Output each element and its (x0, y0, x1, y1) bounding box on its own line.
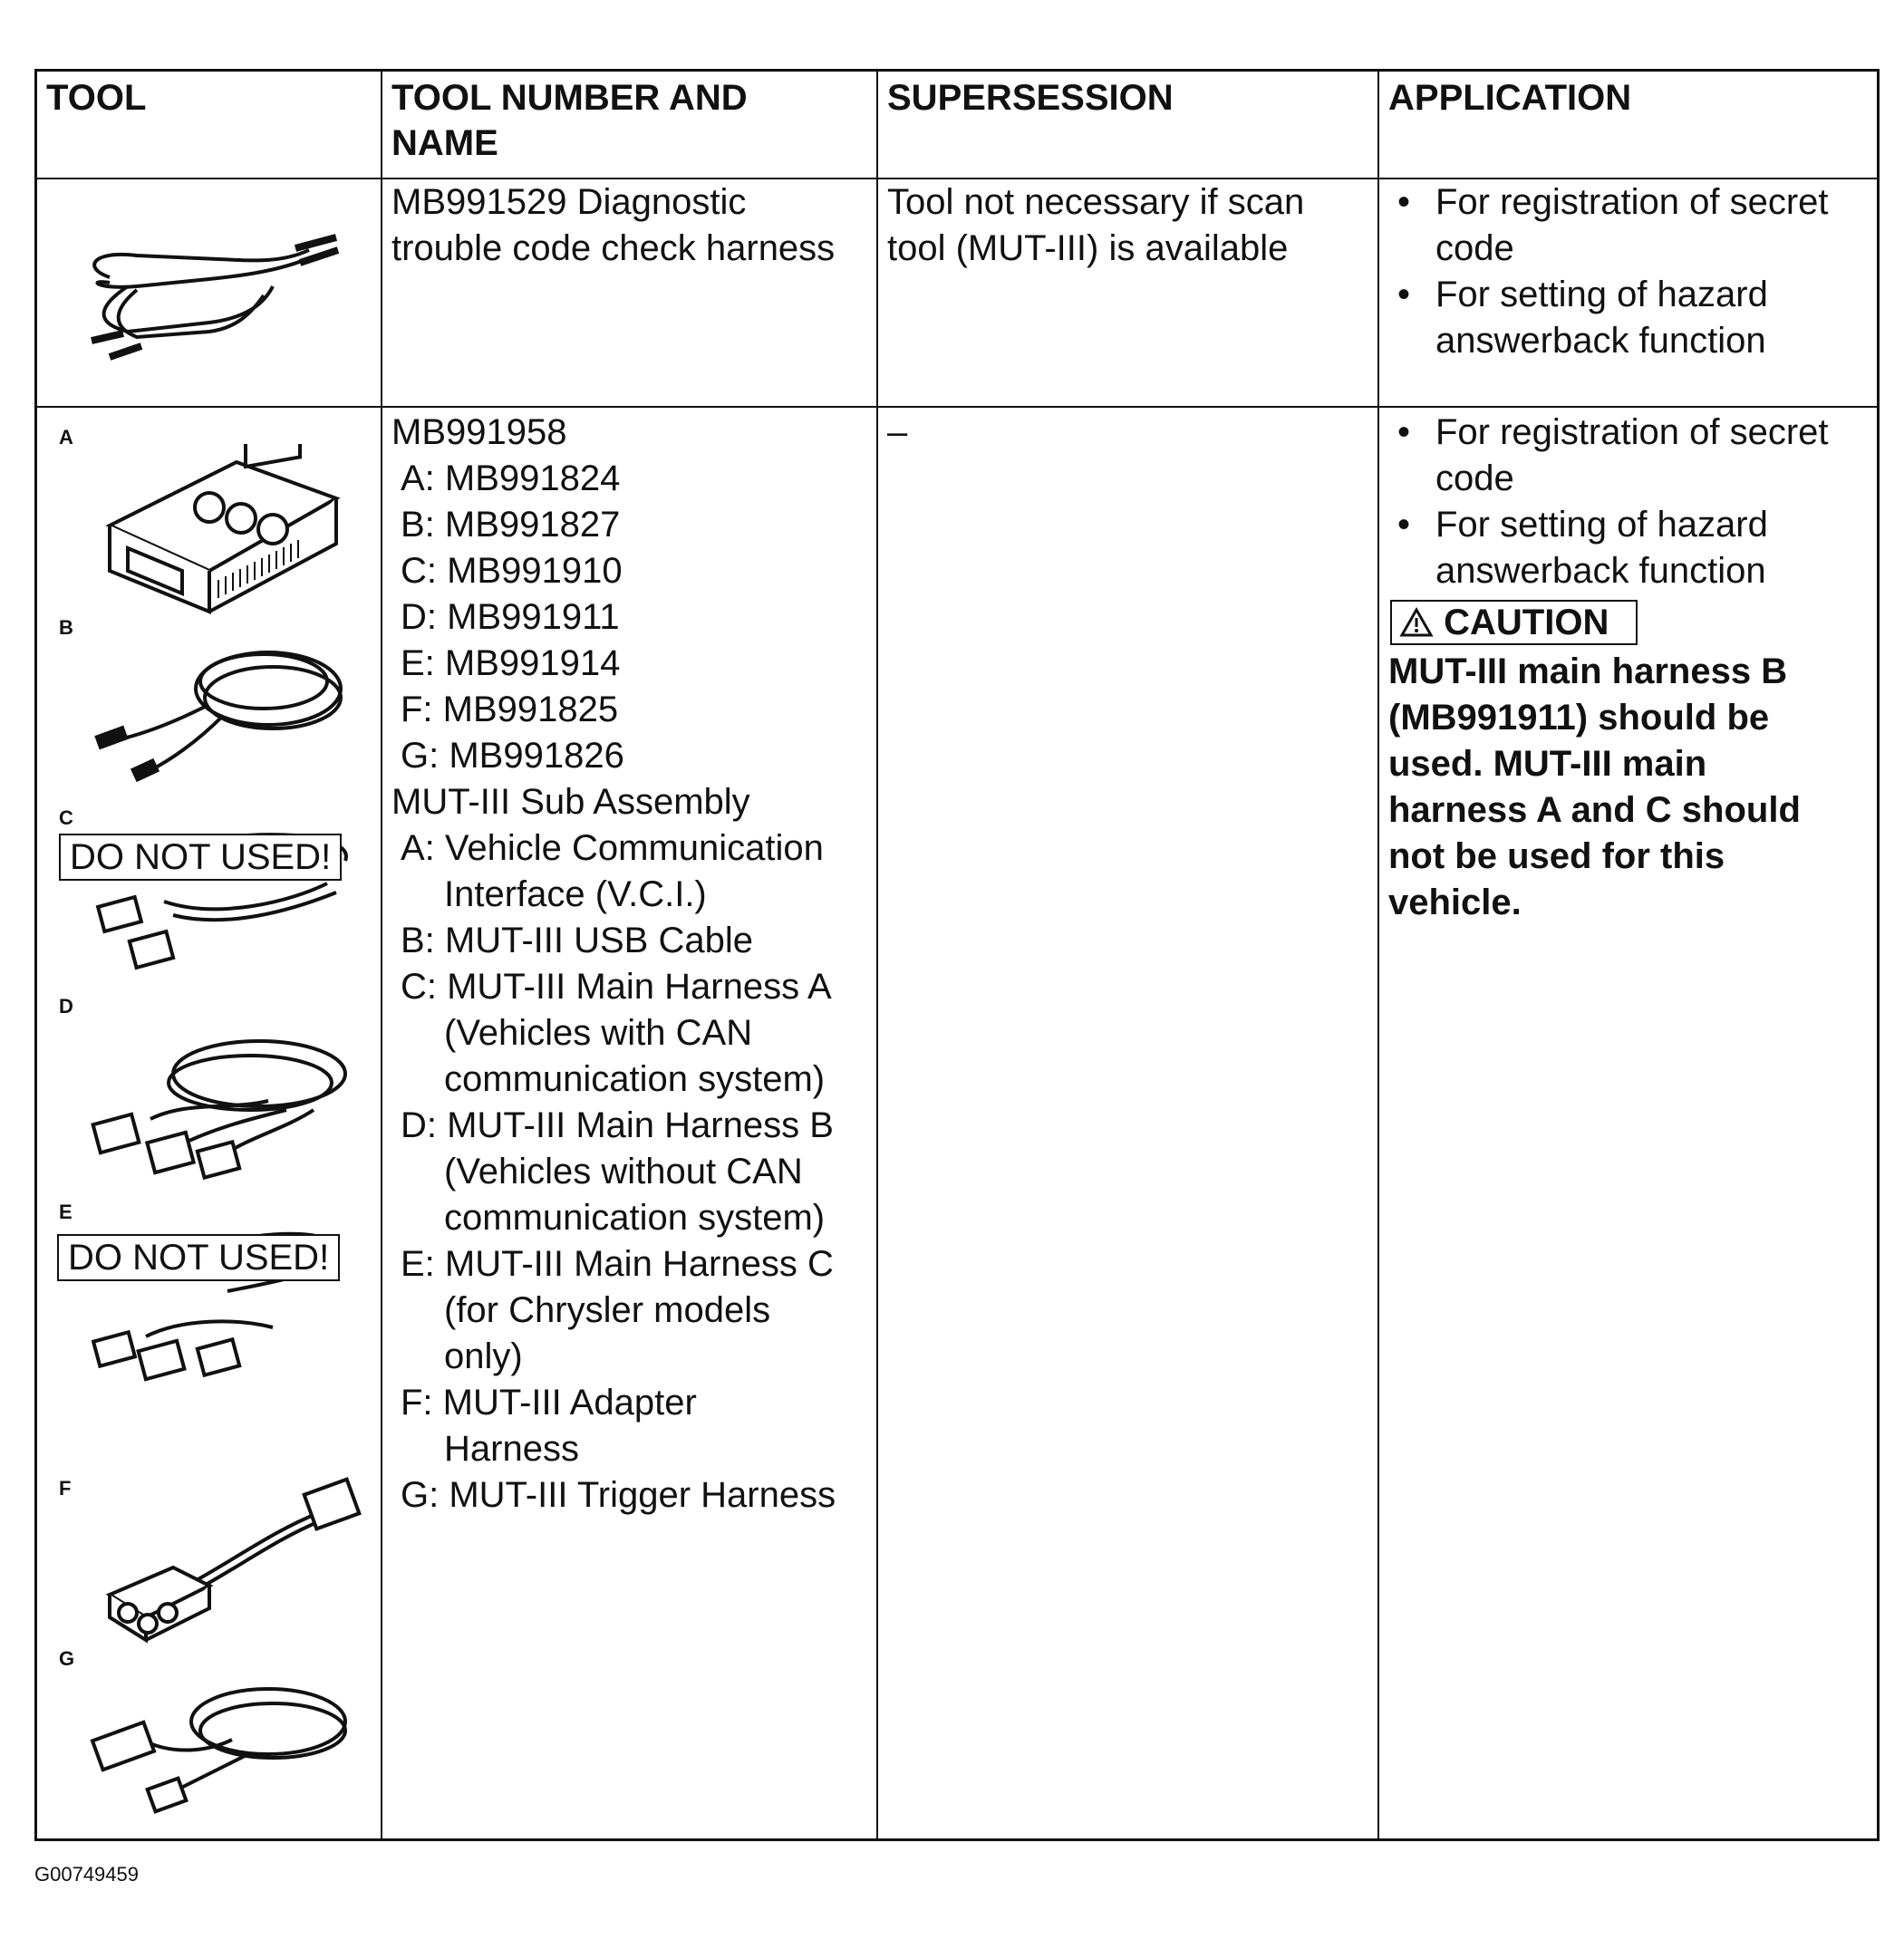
list-item: • For registration of secret code (1397, 182, 1829, 268)
tool-letter: B (59, 616, 73, 639)
caution-text: MUT-III main harness B (MB991911) should be used. MUT-III main harness A and C should not be used for this vehicle. (1388, 651, 1801, 922)
tool-number-line: C: MUT-III Main Harness A (401, 967, 832, 1007)
tool-letter: F (59, 1477, 72, 1500)
tool-number-line: F: MB991825 (401, 690, 619, 729)
do-not-used-label: DO NOT USED! (59, 834, 342, 881)
table-row (37, 178, 1877, 408)
tool-number-line: C: MB991910 (401, 551, 623, 591)
tool-number-cell: MB991529 Diagnostic trouble code check harness (381, 178, 876, 406)
caution-label: CAUTION (1444, 603, 1609, 642)
supersession-cell: – (876, 408, 1377, 1839)
list-item: • For setting of hazard answerback function (1397, 275, 1768, 361)
vci-illustration (92, 444, 354, 616)
header-tool-number: TOOL NUMBER AND NAME (381, 72, 876, 178)
tool-number-line: (Vehicles without CAN (444, 1152, 803, 1191)
tool-number-line: G: MB991826 (401, 736, 624, 776)
tool-number-line: Interface (V.C.I.) (444, 874, 707, 914)
check-harness-illustration (73, 223, 345, 368)
tool-image-cell (37, 178, 381, 406)
caution-box (1390, 600, 1638, 645)
tool-number-line: G: MUT-III Trigger Harness (401, 1475, 836, 1515)
tool-number-line: MUT-III Sub Assembly (391, 782, 750, 822)
table-row (37, 408, 1877, 1839)
list-item: • For registration of secret code (1397, 412, 1829, 498)
tool-number-line: E: MB991914 (401, 643, 621, 683)
header-supersession: SUPERSESSION (876, 72, 1377, 178)
tool-number-line: (Vehicles with CAN (444, 1013, 753, 1053)
tool-letter: G (59, 1647, 75, 1670)
tool-number-line: A: MB991824 (401, 458, 621, 498)
tool-number-cell (381, 408, 876, 1839)
application-cell (1377, 408, 1877, 1839)
table-header-row (37, 72, 1877, 179)
warning-triangle-icon (1399, 607, 1434, 638)
tool-image-cell (37, 408, 381, 1839)
trigger-harness-illustration (87, 1667, 359, 1830)
tool-number-line: E: MUT-III Main Harness C (401, 1244, 834, 1284)
tool-number-line: only) (444, 1336, 523, 1376)
special-tools-table (34, 69, 1880, 1841)
header-tool: TOOL (46, 78, 147, 118)
figure-code: G00749459 (34, 1863, 139, 1886)
tool-letter: E (59, 1201, 72, 1223)
usb-cable-illustration (87, 625, 359, 797)
tool-number-line: communication system) (444, 1059, 826, 1099)
tool-number-line: B: MB991827 (401, 505, 621, 545)
tool-number-line: A: Vehicle Communication (401, 828, 824, 868)
tool-letter: A (59, 426, 73, 449)
tool-number-line: B: MUT-III USB Cable (401, 921, 753, 960)
tool-letter: D (59, 995, 73, 1018)
tool-number-line: F: MUT-III Adapter (401, 1383, 697, 1423)
do-not-used-label: DO NOT USED! (57, 1234, 340, 1281)
tool-letter: C (59, 806, 73, 829)
tool-number-line: D: MB991911 (401, 597, 620, 637)
application-cell (1377, 178, 1877, 406)
list-item: • For setting of hazard answerback function (1397, 505, 1768, 591)
supersession-cell: Tool not necessary if scan tool (MUT-III) is available (876, 178, 1377, 406)
adapter-harness-illustration (92, 1477, 363, 1649)
tool-number-line: D: MUT-III Main Harness B (401, 1105, 834, 1145)
header-application: APPLICATION (1377, 72, 1877, 178)
tool-number-line: Harness (444, 1429, 579, 1469)
tool-number-line: communication system) (444, 1198, 826, 1238)
tool-number-line: (for Chrysler models (444, 1290, 771, 1330)
main-harness-b-illustration (87, 1019, 359, 1201)
tool-number-line: MB991958 (391, 412, 567, 452)
